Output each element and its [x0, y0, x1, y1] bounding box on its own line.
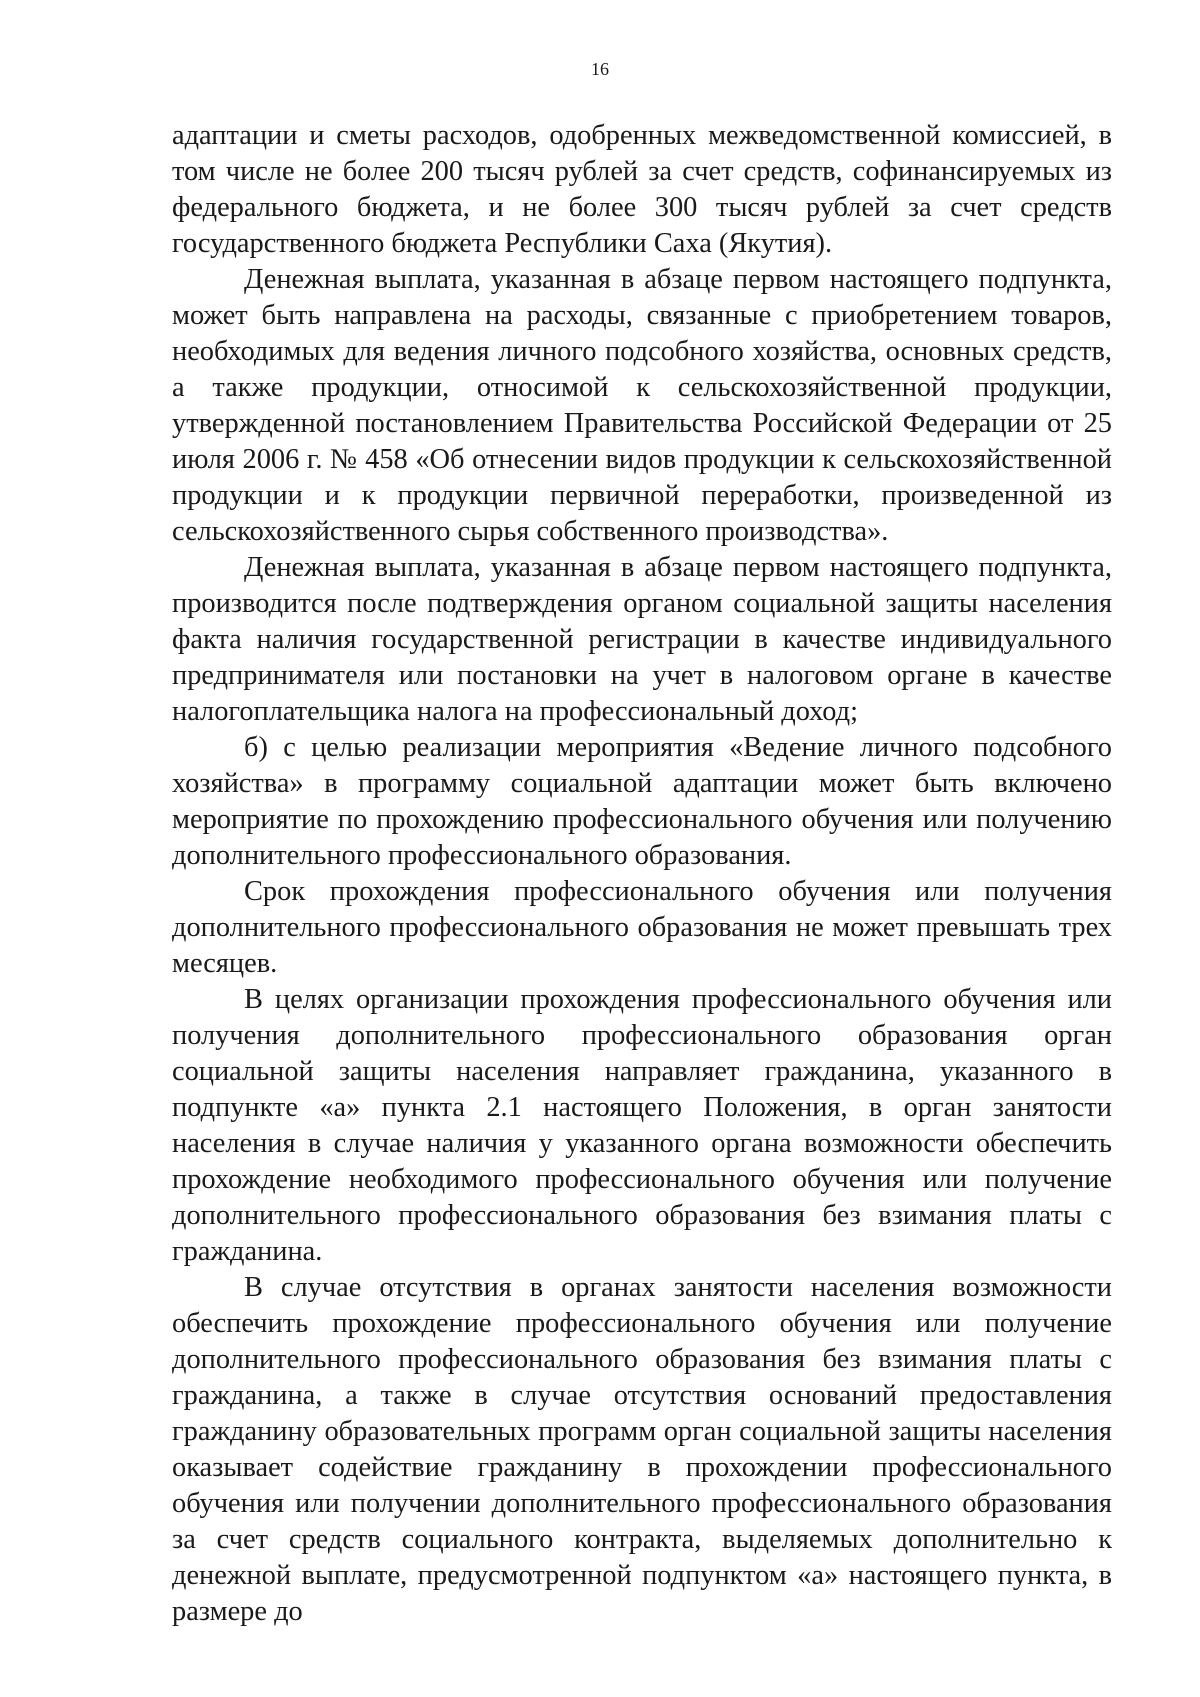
paragraph-2: Денежная выплата, указанная в абзаце первом настоящего подпункта, может быть направлена на расходы, связанные с приобретением товаров, необходимых для ведения личного подсобного хозяйства, основных средств, а также продукции, относимой к сельскохозяйственной продукции, утвержденной постановлением Правительства Российской Федерации от 25 июля 2006 г. № 458 «Об отнесении видов продукции к сельскохозяйственной продукции и к продукции первичной переработки, произведенной из сельскохозяйственного сырья собственного производства».	[172, 264, 1112, 547]
paragraph-6: В целях организации прохождения профессионального обучения или получения дополнительного профессионального образования орган социальной защиты населения направляет гражданина, указанного в подпункте «а» пункта 2.1 настоящего Положения, в орган занятости населения в случае наличия у указанного органа возможности обеспечить прохождение необходимого профессионального обучения или получение дополнительного профессионального образования без взимания платы с гражданина.	[172, 984, 1112, 1267]
paragraph-1: адаптации и сметы расходов, одобренных межведомственной комиссией, в том числе не более 200 тысяч рублей за счет средств, софинансируемых из федерального бюджета, и не более 300 тысяч рублей за счет средств государственного бюджета Республики Саха (Якутия).	[172, 120, 1112, 259]
paragraph-3: Денежная выплата, указанная в абзаце первом настоящего подпункта, производится после подтверждения органом социальной защиты населения факта наличия государственной регистрации в качестве индивидуального предпринимателя или постановки на учет в налоговом органе в качестве налогоплательщика налога на профессиональный доход;	[172, 552, 1112, 727]
paragraph-5: Срок прохождения профессионального обучения или получения дополнительного профессионального образования не может превышать трех месяцев.	[172, 876, 1112, 979]
document-body	[172, 118, 1112, 1630]
paragraph-4: б) с целью реализации мероприятия «Ведение личного подсобного хозяйства» в программу социальной адаптации может быть включено мероприятие по прохождению профессионального обучения или получению дополнительного профессионального образования.	[172, 732, 1112, 871]
paragraph-7: В случае отсутствия в органах занятости населения возможности обеспечить прохождение профессионального обучения или получение дополнительного профессионального образования без взимания платы с гражданина, а также в случае отсутствия оснований предоставления гражданину образовательных программ орган социальной защиты населения оказывает содействие гражданину в прохождении профессионального обучения или получении дополнительного профессионального образования за счет средств социального контракта, выделяемых дополнительно к денежной выплате, предусмотренной подпунктом «а» настоящего пункта, в размере до	[172, 1272, 1112, 1627]
page-number: 16	[591, 59, 609, 79]
